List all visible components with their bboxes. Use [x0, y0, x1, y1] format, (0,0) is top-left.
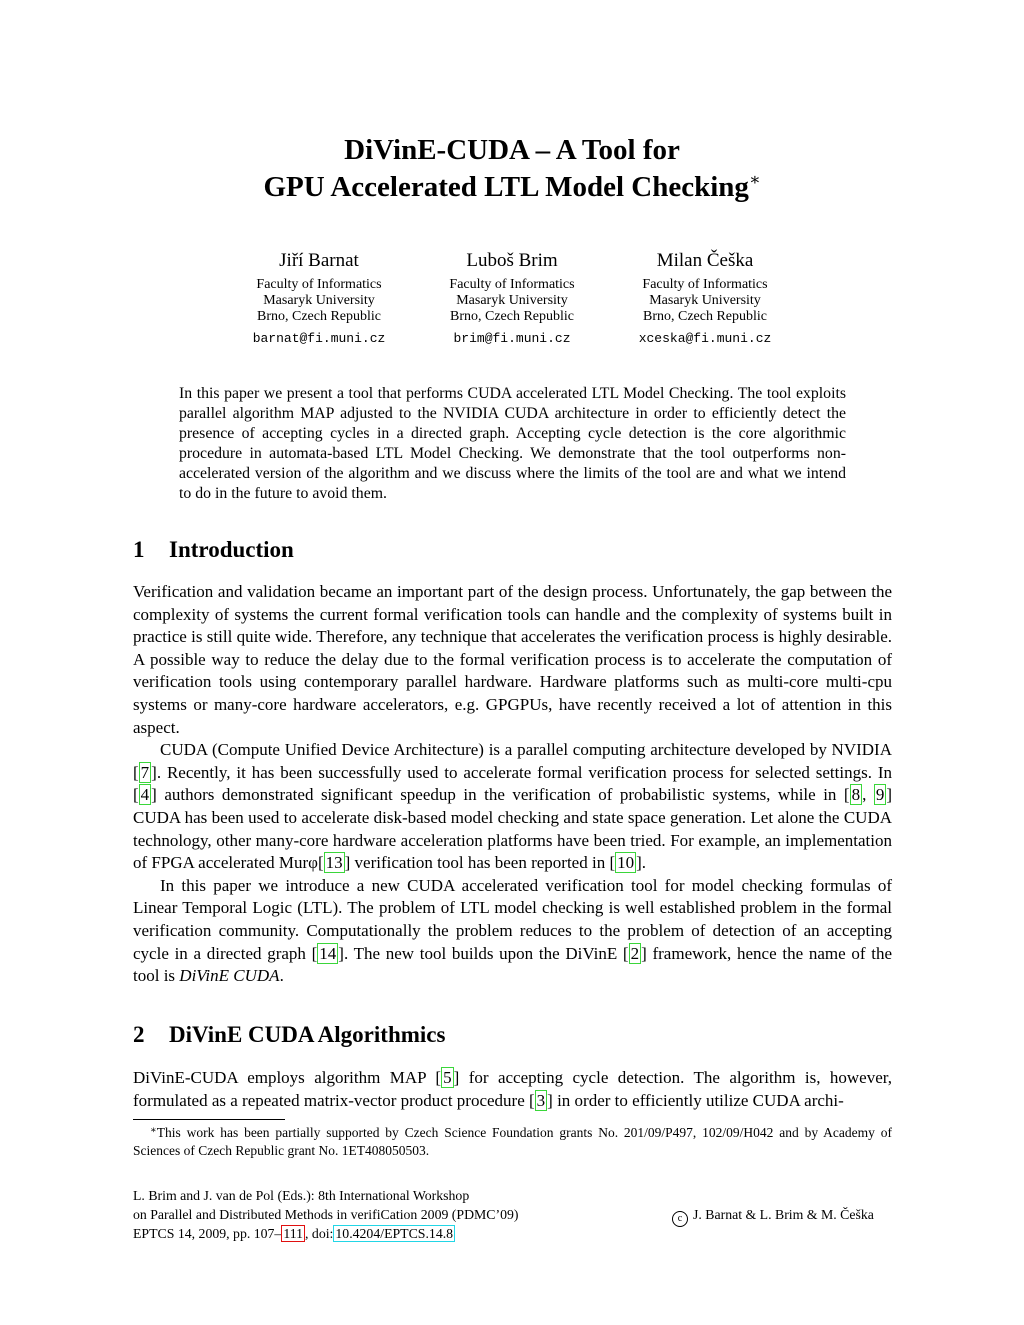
section-number: 2: [133, 1022, 145, 1047]
text-run: ] in order to efficiently utilize CUDA archi-: [547, 1090, 844, 1110]
author-email[interactable]: xceska@fi.muni.cz: [638, 331, 772, 346]
title-line-2: [0, 169, 1024, 206]
author-name: Milan Češka: [656, 250, 754, 271]
copyright-icon: c: [672, 1211, 688, 1227]
copyright-text: J. Barnat & L. Brim & M. Češka: [693, 1207, 874, 1222]
text-run: DiVinE-CUDA employs algorithm MAP [: [133, 1068, 442, 1087]
copyright-notice: [672, 1205, 874, 1227]
citation-link[interactable]: 3: [536, 1090, 546, 1110]
title-line-1: DiVinE-CUDA – A Tool for: [344, 134, 680, 166]
publication-line-3: [133, 1224, 653, 1243]
author-affiliation-city: Brno, Czech Republic: [449, 309, 575, 324]
section-heading-introduction: [133, 536, 294, 564]
citation-link[interactable]: 5: [443, 1068, 452, 1087]
author-name: Jiří Barnat: [279, 250, 359, 271]
author-affiliation-faculty: Faculty of Informatics: [256, 277, 382, 292]
paragraph: [133, 739, 892, 875]
citation-link[interactable]: 10: [617, 853, 635, 873]
citation-link[interactable]: 4: [140, 785, 150, 805]
author-affiliation-city: Brno, Czech Republic: [642, 309, 768, 324]
paragraph: [133, 1067, 892, 1112]
text-run: ,: [862, 785, 874, 805]
author-affiliation-faculty: Faculty of Informatics: [642, 277, 768, 292]
author-barnat: [219, 249, 419, 347]
section-number: 1: [133, 537, 145, 562]
citation-link[interactable]: 8: [851, 785, 861, 805]
citation-link[interactable]: 2: [630, 943, 640, 963]
publication-line-2: on Parallel and Distributed Methods in verifiCation 2009 (PDMC’09): [133, 1207, 519, 1222]
footnote-text: This work has been partially supported by Czech Science Foundation grants No. 201/09/P497, 102/09/H042 and by Academy of Sciences of Czech Republic grant No. 1ET408050503.: [133, 1125, 892, 1158]
author-brim: [412, 249, 612, 347]
doi-label: , doi:: [305, 1226, 334, 1241]
footnote: [133, 1124, 892, 1160]
abstract: In this paper we present a tool that performs CUDA accelerated LTL Model Checking. The tool exploits parallel algorithm MAP adjusted to the NVIDIA CUDA architecture in order to efficiently detect the presence of accepting cycles in a directed graph. Accepting cycle detection is the core algorithmic procedure in automata-based LTL Model Checking. We demonstrate that the tool outperforms non-accelerated version of the algorithm and we discuss where the limits of the tool are and what we intend to do in the future to avoid them.: [179, 385, 846, 502]
paragraph: Verification and validation became an important part of the design process. Unfortunately, the gap between the complexity of systems the current formal verification tools can handle and the complexity of systems built in practice is still quite wide. Therefore, any technique that accelerates the verification process is highly desirable. A possible way to reduce the delay due to the formal verification process is to accelerate the computation of verification tools using contemporary parallel hardware. Hardware platforms such as multi-core multi-cpu systems or many-core hardware accelerators, e.g. GPGPUs, have recently received a lot of attention in this aspect.: [133, 582, 892, 737]
author-affiliation-city: Brno, Czech Republic: [256, 309, 382, 324]
doi-link[interactable]: 10.4204/EPTCS.14.8: [335, 1226, 454, 1241]
citation-link[interactable]: 13: [325, 853, 343, 873]
citation-link[interactable]: 7: [140, 762, 150, 782]
author-affiliation-university: Masaryk University: [263, 293, 375, 308]
text-run: ]. Recently, it has been successfully used to accelerate formal verification process for selected settings. In [: [133, 762, 892, 805]
author-affiliation-university: Masaryk University: [456, 293, 568, 308]
introduction-body: [133, 581, 892, 988]
text-run: ] verification tool has been reported in [: [344, 853, 616, 873]
tool-name-emphasis: DiVinE CUDA: [179, 966, 280, 986]
text-run: .: [279, 966, 284, 986]
paper-title: [0, 132, 1024, 206]
text-run: ] authors demonstrated significant speedup in the verification of probabilistic systems, while in [: [151, 785, 850, 805]
section-title: Introduction: [169, 537, 294, 562]
last-page-link[interactable]: 111: [283, 1226, 304, 1241]
publication-line-1: L. Brim and J. van de Pol (Eds.): 8th International Workshop: [133, 1188, 470, 1203]
algorithmics-body: [133, 1067, 892, 1112]
footnote-divider: [133, 1119, 285, 1120]
citation-link[interactable]: 14: [319, 943, 337, 963]
title-line-2-text: GPU Accelerated LTL Model Checking: [263, 171, 749, 203]
text-run: CUDA (Compute Unified Device Architecture) is a parallel computing architecture developed by NVIDIA [: [133, 740, 892, 782]
text-run: ] for accepting cycle detection. The algorithm is, however, formulated as a repeated matrix-vector product procedure [: [133, 1068, 893, 1110]
publication-pages: EPTCS 14, 2009, pp. 107–: [133, 1226, 282, 1241]
text-run: ].: [636, 853, 647, 873]
citation-link[interactable]: 9: [875, 785, 885, 805]
paragraph: [133, 875, 892, 988]
text-run: In this paper we introduce a new CUDA accelerated verification tool for model checking formulas of Linear Temporal Logic (LTL). The problem of LTL model checking is well established problem in the formal verification community. Computationally the problem reduces to the problem of detection of an accepting cycle in a directed graph [: [133, 875, 892, 963]
text-run: ] CUDA has been used to accelerate disk-based model checking and state space generation. Let alone the CUDA technology, other many-core hardware acceleration platforms have been tried. For example, an implementation of FPGA accelerated Murφ[: [133, 785, 892, 873]
author-ceska: [605, 249, 805, 347]
footnote-mark: ∗: [150, 1125, 157, 1136]
author-email[interactable]: barnat@fi.muni.cz: [252, 331, 386, 346]
title-footnote-mark[interactable]: ∗: [748, 170, 761, 189]
section-title: DiVinE CUDA Algorithmics: [169, 1022, 446, 1047]
text-run: ] framework, hence the name of the tool is: [133, 943, 892, 986]
author-affiliation-faculty: Faculty of Informatics: [449, 277, 575, 292]
publication-info: [133, 1186, 653, 1243]
section-heading-algorithmics: [133, 1021, 445, 1049]
text-run: ]. The new tool builds upon the DiVinE [: [338, 943, 629, 963]
author-affiliation-university: Masaryk University: [649, 293, 761, 308]
author-email[interactable]: brim@fi.muni.cz: [453, 331, 571, 346]
author-name: Luboš Brim: [466, 250, 558, 271]
